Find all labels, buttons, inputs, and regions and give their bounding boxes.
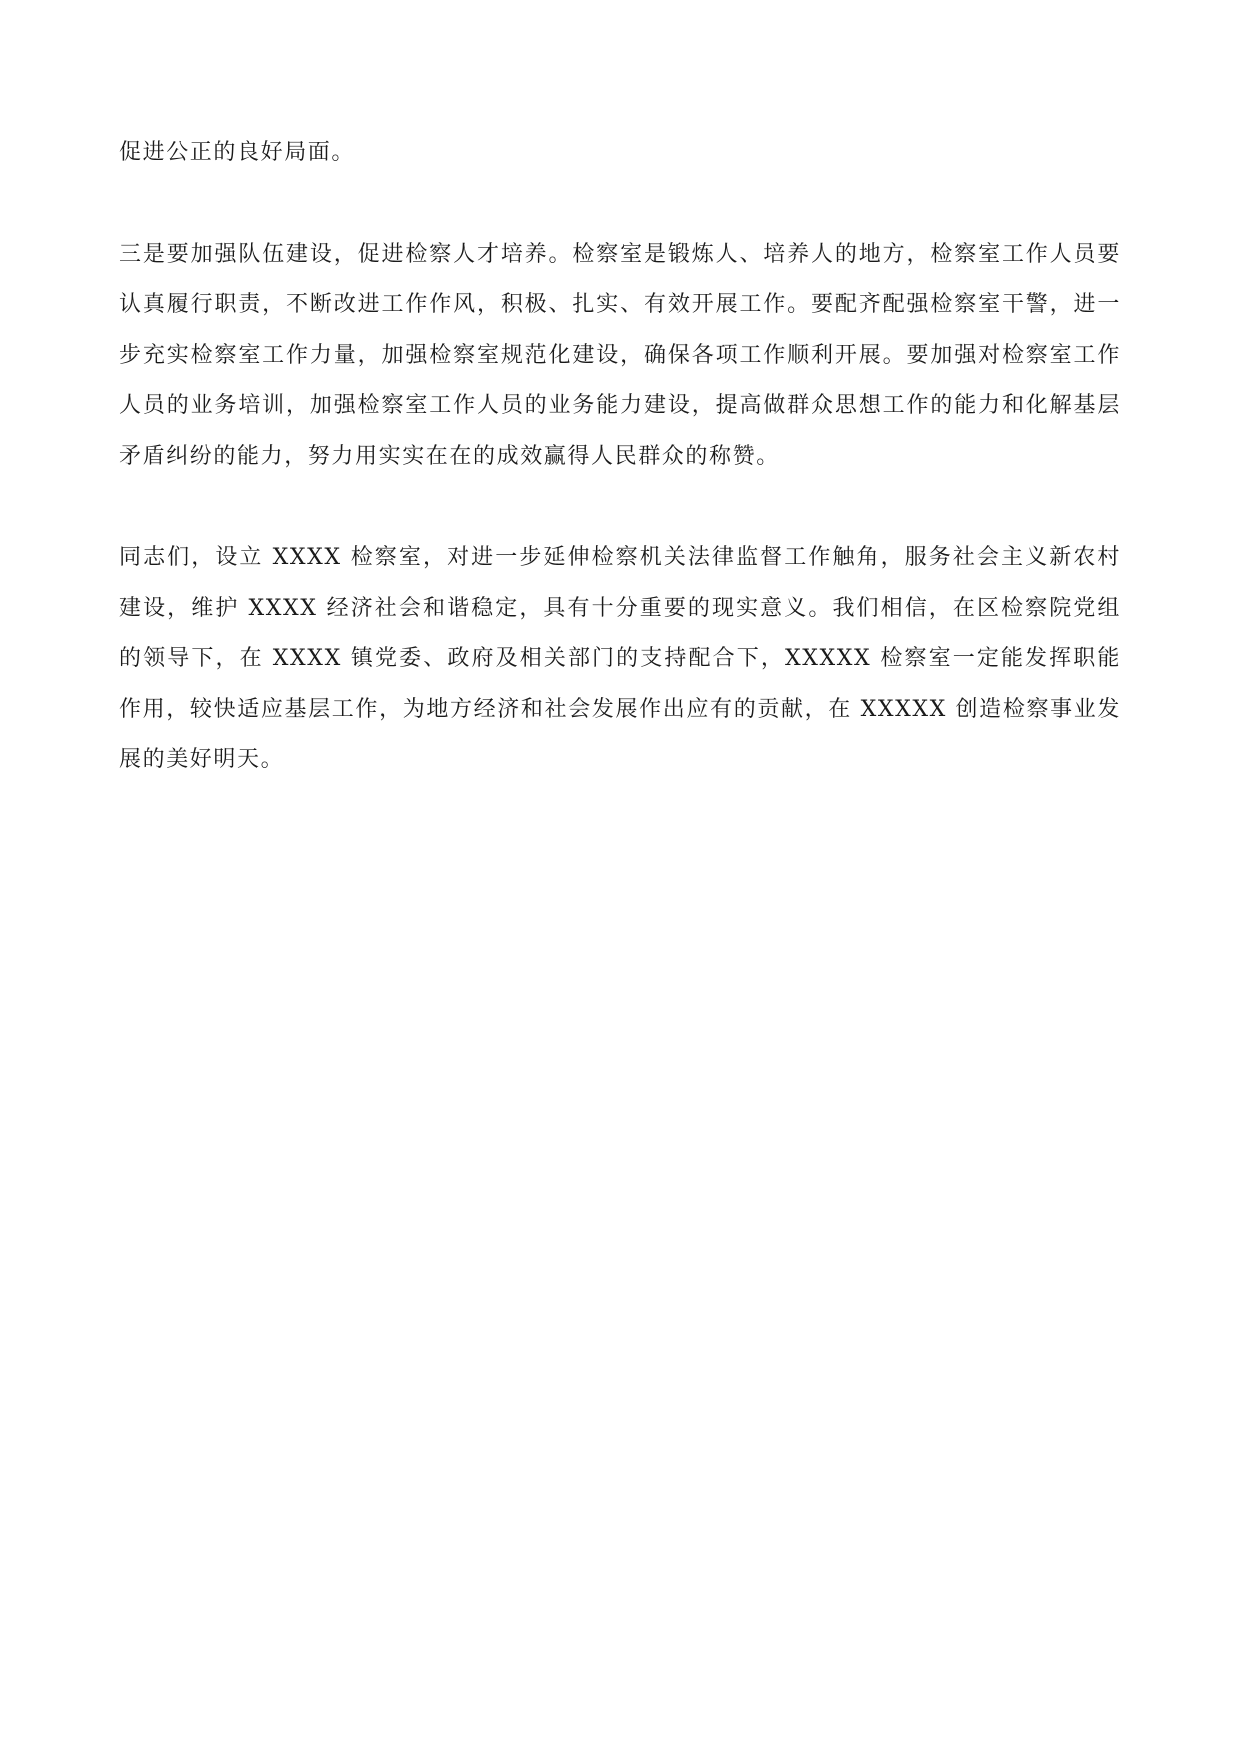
- paragraph-continuation: 促进公正的良好局面。: [119, 140, 356, 165]
- document-page: [119, 128, 1121, 786]
- paragraph-team-building: 三是要加强队伍建设，促进检察人才培养。检察室是锻炼人、培养人的地方，检察室工作人员要认真履行职责，不断改进工作作风，积极、扎实、有效开展工作。要配齐配强检察室干警，进一步充实检察室工作力量，加强检察室规范化建设，确保各项工作顺利开展。要加强对检察室工作人员的业务培训，加强检察室工作人员的业务能力建设，提高做群众思想工作的能力和化解基层矛盾纠纷的能力，努力用实实在在的成效赢得人民群众的称赞。: [119, 241, 1121, 469]
- paragraph-closing: 同志们，设立 XXXX 检察室，对进一步延伸检察机关法律监督工作触角，服务社会主义新农村建设，维护 XXXX 经济社会和谐稳定，具有十分重要的现实意义。我们相信，在区检察院党组的领导下，在 XXXX 镇党委、政府及相关部门的支持配合下，XXXXX 检察室一定能发挥职能作用，较快适应基层工作，为地方经济和社会发展作出应有的贡献，在 XXXXX 创造检察事业发展的美好明天。: [119, 545, 1121, 772]
